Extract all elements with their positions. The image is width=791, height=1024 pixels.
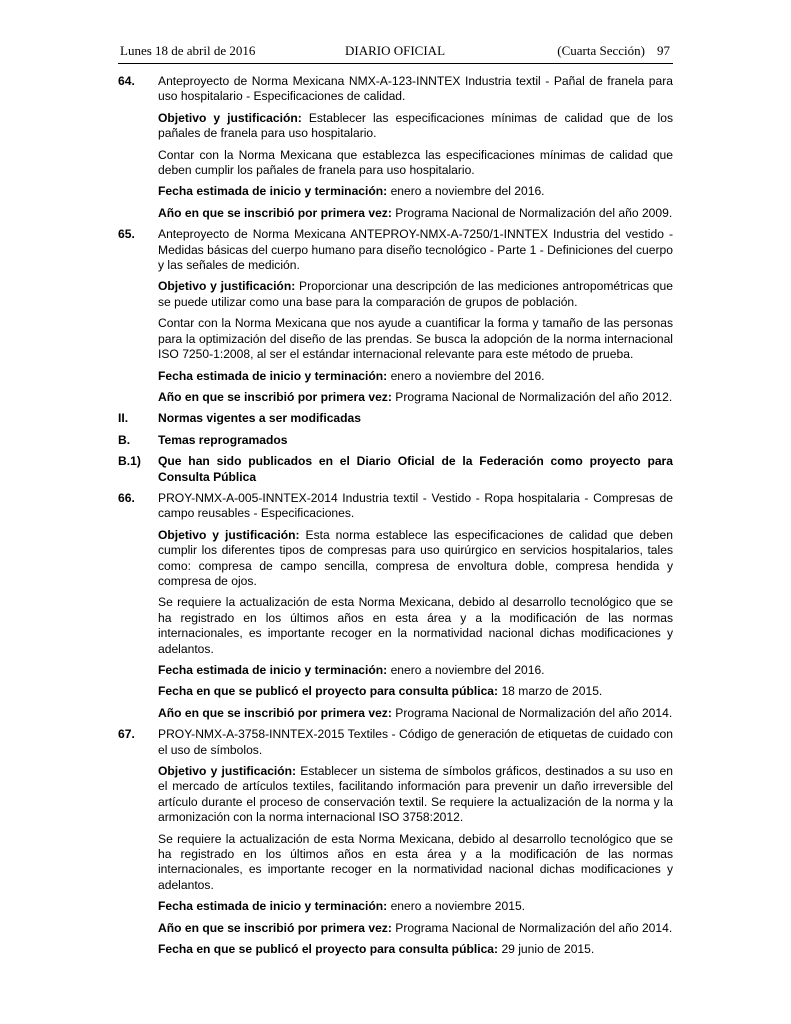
objective-paragraph (118, 111, 673, 142)
dates-text: enero a noviembre del 2016. (390, 663, 545, 677)
header-rule (118, 63, 673, 64)
dates-text: enero a noviembre del 2016. (390, 368, 545, 383)
section-heading (118, 411, 673, 426)
objective-label: Objetivo y justificación: (158, 764, 297, 779)
header-page-number: 97 (657, 43, 670, 58)
first-year-paragraph (118, 706, 673, 721)
first-year-paragraph (118, 206, 673, 221)
section-title: Normas vigentes a ser modificadas (158, 411, 361, 426)
published-paragraph (118, 684, 673, 699)
objective-text: Establecer un sistema de símbolos gráficos, destinados a su uso en el mercado de artículos textiles, facilitando información para prevenir un daño irreversible del artículo durante el proceso de conservación textil. Se requiere la actualización de la norma y la armonización con la norma internacional ISO 3758:2012. (158, 764, 673, 825)
section-heading (118, 433, 673, 448)
objective-text: Esta norma establece las especificaciones de calidad que deben cumplir los diferentes tipos de compresas para uso quirúrgico en servicios hospitalarios, tales como: compresa de campo sencilla, compresa de envoltura doble, compresa hendida y compresa de ojos. (158, 527, 673, 588)
section-heading (118, 454, 673, 485)
first-year-text: Programa Nacional de Normalización del año 2009. (395, 205, 673, 220)
item-number: 64. (118, 74, 135, 88)
dates-paragraph (118, 899, 673, 914)
published-text: 29 junio de 2015. (501, 942, 595, 957)
dates-label: Fecha estimada de inicio y terminación: (158, 899, 388, 914)
dates-label: Fecha estimada de inicio y terminación: (158, 663, 388, 677)
justification-paragraph: Se requiere la actualización de esta Norma Mexicana, debido al desarrollo tecnológico que se ha registrado en los últimos años en esta área y a la modificación de las normas internacionales, es importante recoger en la normatividad nacional dichas modificaciones y adelantos. (158, 831, 673, 892)
header-date: Lunes 18 de abril de 2016 (120, 43, 256, 58)
first-year-label: Año en que se inscribió por primera vez: (158, 205, 392, 220)
section-number: II. (118, 411, 129, 426)
objective-paragraph (118, 279, 673, 310)
objective-paragraph (118, 528, 673, 590)
objective-text: Proporcionar una descripción de las mediciones antropométricas que se puede utilizar como una base para la comparación de grupos de población. (158, 279, 673, 309)
dates-text: enero a noviembre del 2016. (390, 184, 545, 199)
first-year-text: Programa Nacional de Normalización del año 2014. (395, 920, 673, 935)
objective-label: Objetivo y justificación: (158, 279, 296, 294)
item-title: Anteproyecto de Norma Mexicana NMX-A-123-INNTEX Industria textil - Pañal de franela para uso hospitalario - Especificaciones de calidad. (158, 74, 673, 104)
list-item (118, 491, 673, 522)
header-section: (Cuarta Sección) (557, 43, 645, 58)
list-item (118, 727, 673, 758)
first-year-paragraph (118, 390, 673, 405)
justification-paragraph: Contar con la Norma Mexicana que establezca las especificaciones mínimas de calidad que deben cumplir los pañales de franela para uso hospitalario. (158, 147, 673, 178)
section-number: B. (118, 432, 131, 447)
dates-text: enero a noviembre 2015. (390, 899, 526, 914)
justification-paragraph: Se requiere la actualización de esta Norma Mexicana, debido al desarrollo tecnológico que se ha registrado en los últimos años en esta área y a la modificación de las normas internacionales, es importante recoger en la normatividad nacional dichas modificaciones y adelantos. (158, 595, 673, 656)
item-number: 66. (118, 490, 135, 505)
objective-text: Establecer las especificaciones mínimas de calidad que de los pañales de franela para uso hospitalario. (158, 110, 673, 141)
dates-label: Fecha estimada de inicio y terminación: (158, 368, 388, 383)
section-title: Temas reprogramados (158, 432, 288, 447)
first-year-text: Programa Nacional de Normalización del año 2012. (395, 389, 673, 404)
dates-label: Fecha estimada de inicio y terminación: (158, 184, 388, 199)
published-label: Fecha en que se publicó el proyecto para consulta pública: (158, 942, 499, 957)
section-number: B.1) (118, 454, 141, 469)
section-title: Que han sido publicados en el Diario Oficial de la Federación como proyecto para Consulta Pública (158, 454, 673, 484)
dates-paragraph (118, 369, 673, 384)
header-publication: DIARIO OFICIAL (344, 43, 446, 58)
document-body (118, 74, 673, 964)
item-title: Anteproyecto de Norma Mexicana ANTEPROY-NMX-A-7250/1-INNTEX Industria del vestido - Medidas básicas del cuerpo humano para diseño tecnológico - Parte 1 - Definiciones del cuerpo y las señales de medición. (158, 227, 673, 273)
item-title: PROY-NMX-A-005-INNTEX-2014 Industria textil - Vestido - Ropa hospitalaria - Compresas de campo reusables - Especificaciones. (158, 490, 673, 521)
objective-paragraph (118, 764, 673, 826)
dates-paragraph (118, 663, 673, 678)
first-year-label: Año en que se inscribió por primera vez: (158, 705, 392, 720)
header-section-page (557, 43, 670, 59)
first-year-label: Año en que se inscribió por primera vez: (158, 389, 392, 404)
page-header (120, 43, 670, 61)
published-paragraph (118, 942, 673, 957)
published-text: 18 marzo de 2015. (501, 684, 603, 699)
objective-label: Objetivo y justificación: (158, 527, 300, 542)
justification-paragraph: Contar con la Norma Mexicana que nos ayude a cuantificar la forma y tamaño de las personas para la optimización del diseño de las prendas. Se busca la adopción de la norma internacional ISO 7250-1:2008, al ser el estándar internacional relevante para este método de prueba. (158, 316, 673, 362)
item-number: 67. (118, 727, 135, 742)
item-title: PROY-NMX-A-3758-INNTEX-2015 Textiles - Código de generación de etiquetas de cuidado con el uso de símbolos. (158, 727, 673, 757)
objective-label: Objetivo y justificación: (158, 110, 302, 125)
list-item (118, 227, 673, 273)
item-number: 65. (118, 227, 135, 242)
published-label: Fecha en que se publicó el proyecto para consulta pública: (158, 684, 499, 699)
first-year-paragraph (118, 921, 673, 936)
dates-paragraph (118, 184, 673, 199)
first-year-text: Programa Nacional de Normalización del año 2014. (395, 705, 673, 720)
first-year-label: Año en que se inscribió por primera vez: (158, 920, 392, 935)
list-item (118, 74, 673, 105)
